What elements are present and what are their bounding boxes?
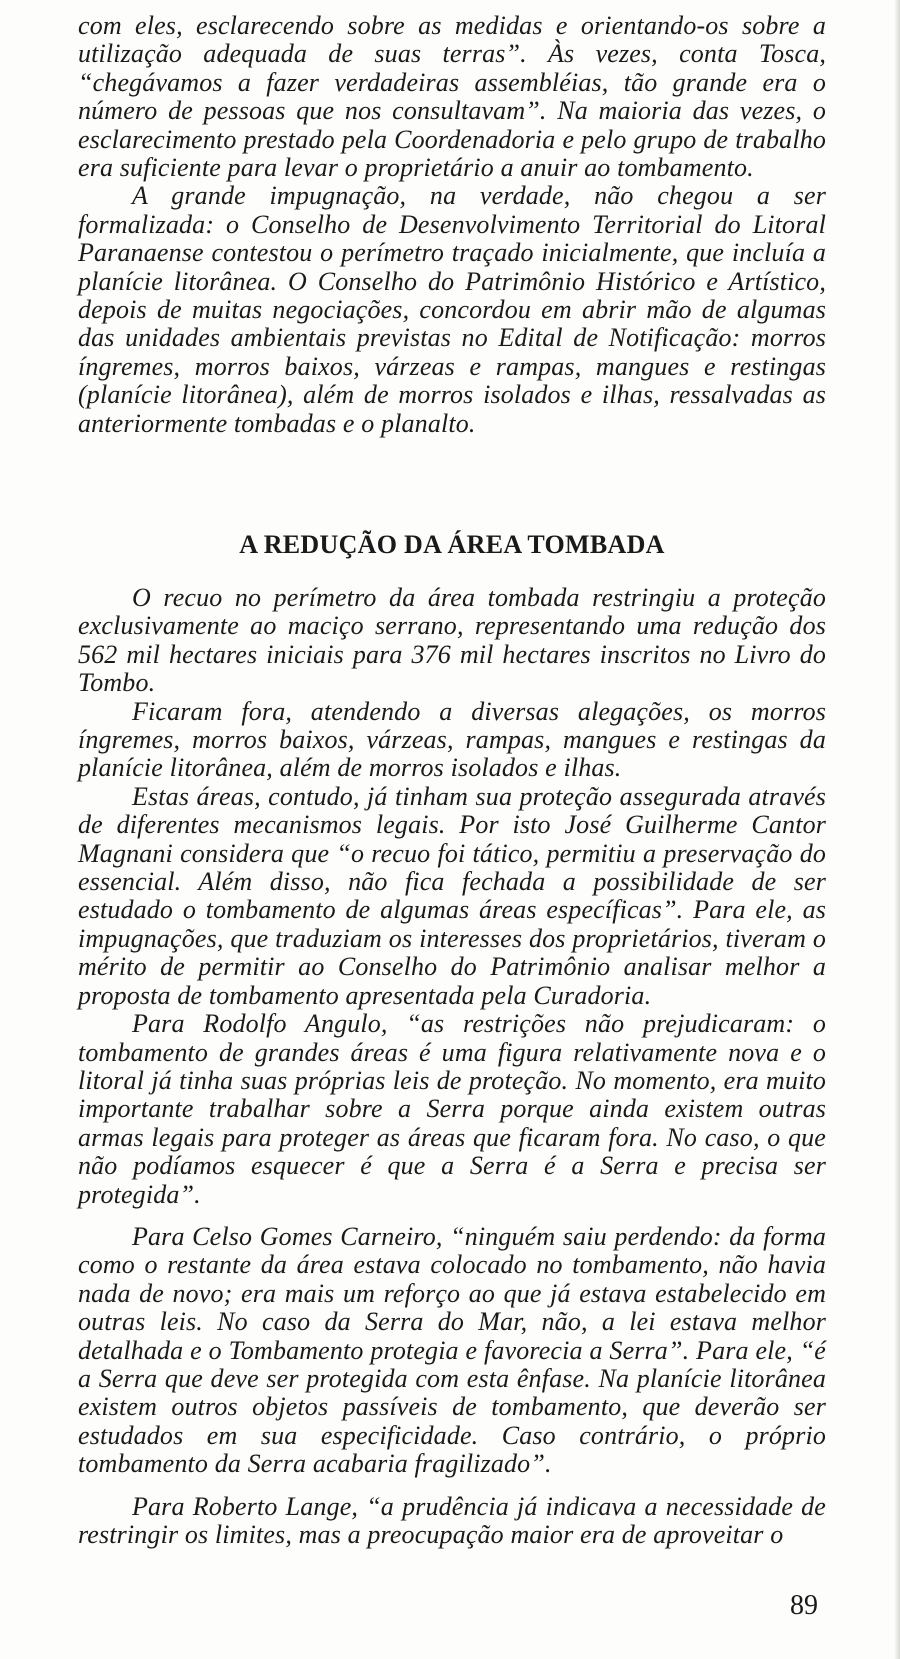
page-number: 89	[790, 1590, 818, 1621]
section-heading: A REDUÇÃO DA ÁREA TOMBADA	[239, 530, 665, 559]
paragraph: Ficaram fora, atendendo a diversas alegações, os morros íngremes, morros baixos, várzeas, rampas, mangues e restingas da planície litorânea, além de morros isolados e ilhas.	[78, 696, 826, 783]
paragraph: O recuo no perímetro da área tombada restringiu a proteção exclusivamente ao maciço serrano, representando uma redução dos 562 mil hectares iniciais para 376 mil hectares inscritos no Livro do Tombo.	[78, 583, 826, 698]
section-text-block	[78, 584, 826, 1549]
paragraph: Estas áreas, contudo, já tinham sua proteção assegurada através de diferentes mecanismos legais. Por isto José Guilherme Cantor Magnani considera que “o recuo foi tático, permitiu a preservação do essencial. Além disso, não fica fechada a possibilidade de ser estudado o tombamento de algumas áreas específicas”. Para ele, as impugnações, que traduziam os interesses dos proprietários, tiveram o mérito de permitir ao Conselho do Patrimônio analisar melhor a proposta de tombamento apresentada pela Curadoria.	[78, 781, 826, 1010]
top-text-block	[78, 12, 826, 438]
paragraph: Para Celso Gomes Carneiro, “ninguém saiu perdendo: da forma como o restante da área estava colocado no tombamento, não havia nada de novo; era mais um reforço ao que já estava estabelecido em outras leis. No caso da Serra do Mar, não, a lei estava melhor detalhada e o Tombamento protegia e favorecia a Serra”. Para ele, “é a Serra que deve ser protegida com esta ênfase. Na planície litorânea existem outros objetos passíveis de tombamento, que deverão ser estudados em sua especificidade. Caso contrário, o próprio tombamento da Serra acabaria fragilizado”.	[78, 1221, 826, 1479]
page-edge-shadow	[894, 0, 900, 1659]
paragraph: Para Rodolfo Angulo, “as restrições não prejudicaram: o tombamento de grandes áreas é uma figura relativamente nova e o litoral já tinha suas próprias leis de proteção. No momento, era muito importante trabalhar sobre a Serra porque ainda existem outras armas legais para proteger as áreas que ficaram fora. No caso, o que não podíamos esquecer é que a Serra é a Serra e precisa ser protegida”.	[78, 1009, 826, 1209]
paragraph: Para Roberto Lange, “a prudência já indicava a necessidade de restringir os limites, mas a preocupação maior era de aproveitar o	[78, 1491, 826, 1549]
paragraph: A grande impugnação, na verdade, não chegou a ser formalizada: o Conselho de Desenvolvimento Territorial do Litoral Paranaense contestou o perímetro traçado inicialmente, que incluía a planície litorânea. O Conselho do Patrimônio Histórico e Artístico, depois de muitas negociações, concordou em abrir mão de algumas das unidades ambientais previstas no Edital de Notificação: morros íngremes, morros baixos, várzeas e rampas, mangues e restingas (planície litorânea), além de morros isolados e ilhas, ressalvadas as anteriormente tombadas e o planalto.	[78, 181, 826, 438]
paragraph: com eles, esclarecendo sobre as medidas e orientando-os sobre a utilização adequada de suas terras”. Às vezes, conta Tosca, “chegávamos a fazer verdadeiras assembléias, tão grande era o número de pessoas que nos consultavam”. Na maioria das vezes, o esclarecimento prestado pela Coordenadoria e pelo grupo de trabalho era suficiente para levar o proprietário a anuir ao tombamento.	[78, 11, 826, 183]
